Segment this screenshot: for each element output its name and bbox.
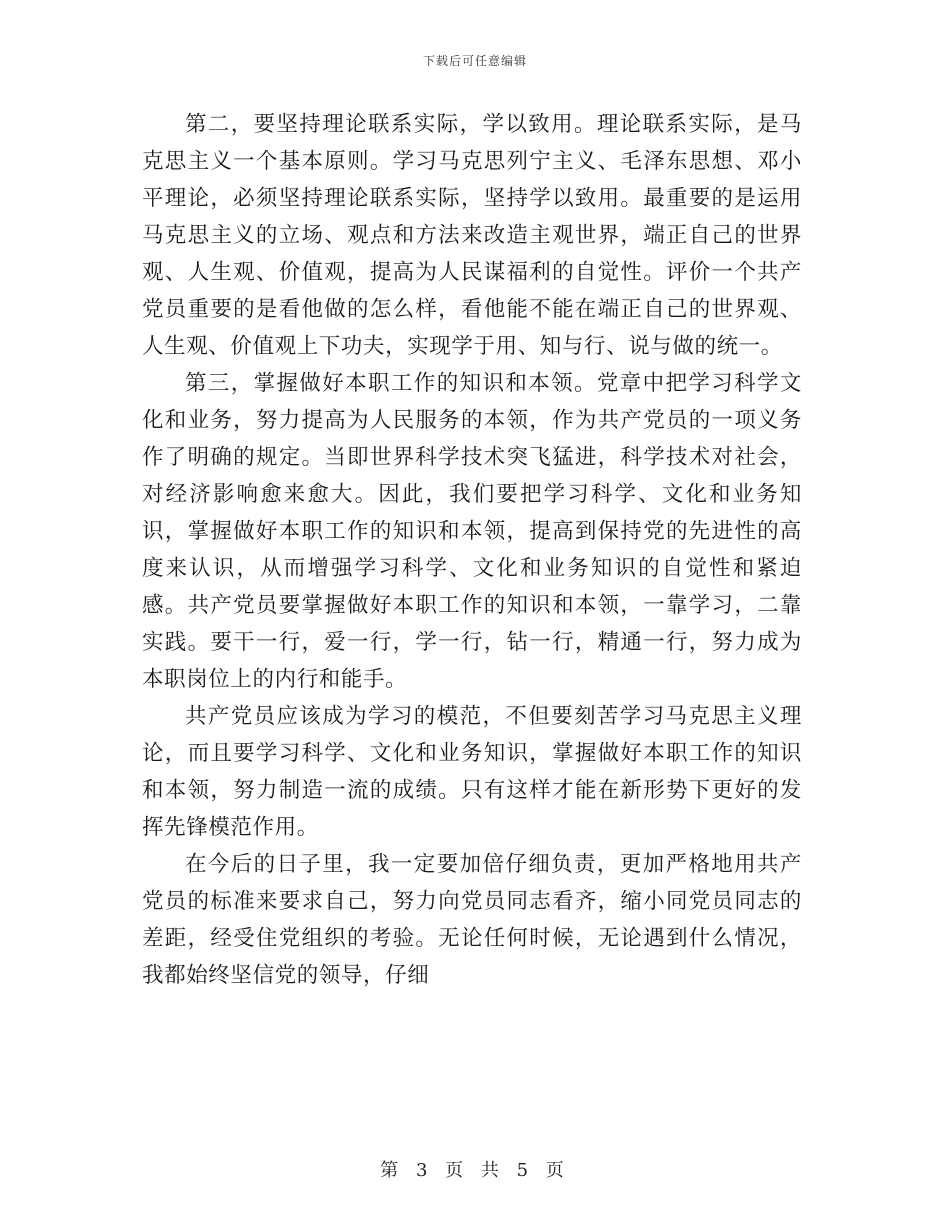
paragraph-second-point: 第二，要坚持理论联系实际，学以致用。理论联系实际，是马克思主义一个基本原则。学习马克思列宁主义、毛泽东思想、邓小平理论，必须坚持理论联系实际，坚持学以致用。最重要的是运用马克思主义的立场、观点和方法来改造主观世界，端正自己的世界观、人生观、价值观，提高为人民谋福利的自觉性。评价一个共产党员重要的是看他做的怎么样，看他能不能在端正自己的世界观、人生观、价值观上下功夫，实现学于用、知与行、说与做的统一。 xyxy=(142,112,802,359)
paragraph-future-commitment: 在今后的日子里，我一定要加倍仔细负责，更加严格地用共产党员的标准来要求自己，努力向党员同志看齐，缩小同党员同志的差距，经受住党组织的考验。无论任何时候，无论遇到什么情况，我都始终坚信党的领导，仔细 xyxy=(142,852,802,988)
page-number-footer: 第 3 页 共 5 页 xyxy=(380,1160,570,1181)
paragraph-study-model: 共产党员应该成为学习的模范，不但要刻苦学习马克思主义理论，而且要学习科学、文化和业务知识，掌握做好本职工作的知识和本领，努力制造一流的成绩。只有这样才能在新形势下更好的发挥先锋模范作用。 xyxy=(142,704,802,840)
paragraph-third-point: 第三，掌握做好本职工作的知识和本领。党章中把学习科学文化和业务，努力提高为人民服务的本领，作为共产党员的一项义务作了明确的规定。当即世界科学技术突飞猛进，科学技术对社会，对经济影响愈来愈大。因此，我们要把学习科学、文化和业务知识，掌握做好本职工作的知识和本领，提高到保持党的先进性的高度来认识，从而增强学习科学、文化和业务知识的自觉性和紧迫感。共产党员要掌握做好本职工作的知识和本领，一靠学习，二靠实践。要干一行，爱一行，学一行，钻一行，精通一行，努力成为本职岗位上的内行和能手。 xyxy=(142,371,802,692)
page-header: 下载后可任意编辑 xyxy=(422,54,527,68)
document-body xyxy=(142,106,802,994)
